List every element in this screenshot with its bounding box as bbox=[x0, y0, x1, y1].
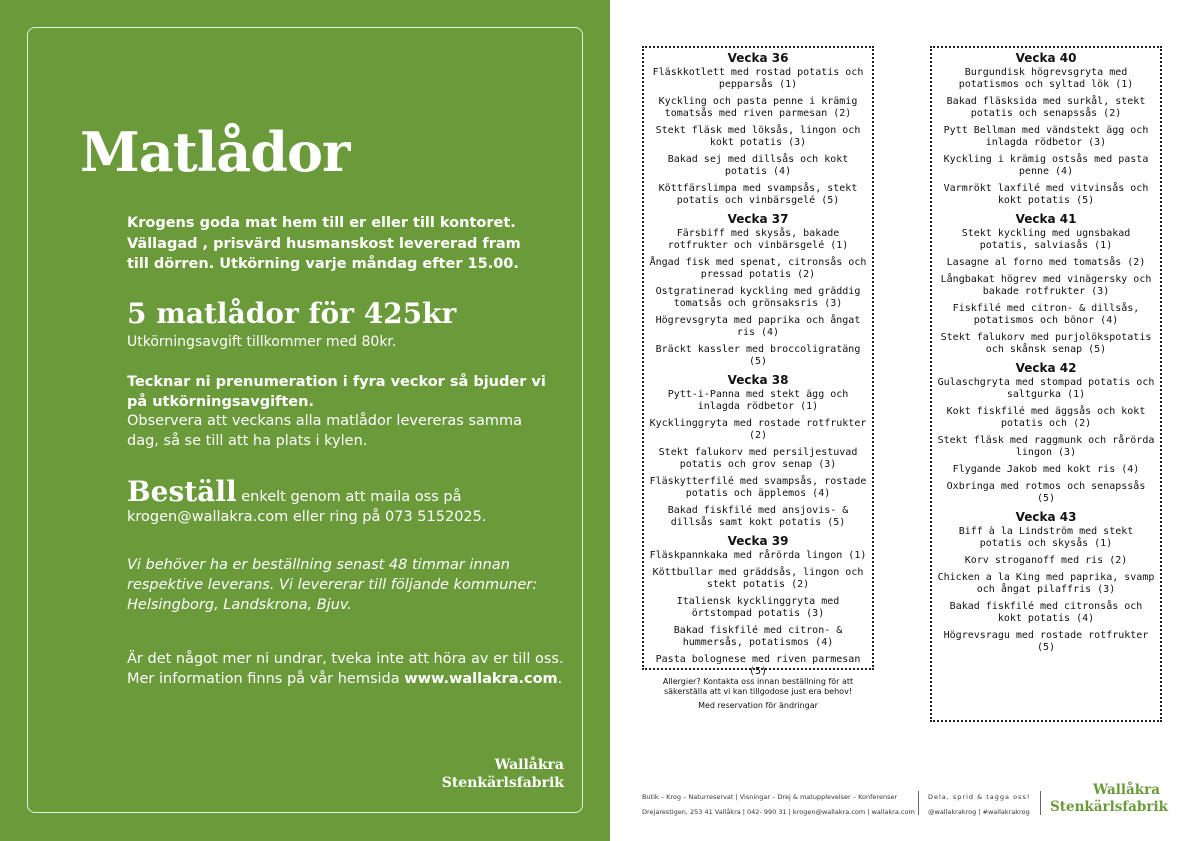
menu-item: Pasta bolognese med riven parmesan (5) bbox=[655, 654, 861, 677]
order-heading: Beställ bbox=[127, 475, 237, 508]
week-heading: Vecka 38 bbox=[727, 373, 789, 387]
menu-item: Ångad fisk med spenat, citronsås och pressad potatis (2) bbox=[649, 257, 867, 280]
menu-column-1 bbox=[642, 46, 874, 677]
menu-item: Kycklinggryta med rostade rotfrukter (2) bbox=[649, 418, 867, 441]
menu-item: Italiensk kycklinggryta med örtstompad potatis (3) bbox=[676, 596, 840, 619]
contact-text: Är det något mer ni undrar, tveka inte att höra av er till oss. Mer information finns på vår hemsida bbox=[127, 651, 564, 687]
menu-item: Flygande Jakob med kokt ris (4) bbox=[952, 464, 1140, 475]
menu-item: Högrevsgryta med paprika och ångat ris (4) bbox=[655, 315, 861, 338]
menu-item: Stekt fläsk med raggmunk och rårörda lingon (3) bbox=[937, 435, 1155, 458]
footer-social-handles: @wallakrakrog | #wallakrakrog bbox=[928, 808, 1030, 816]
logo-right bbox=[1050, 782, 1168, 816]
menu-item: Pytt-i-Panna med stekt ägg och inlagda rödbetor (1) bbox=[667, 389, 849, 412]
order-block bbox=[127, 475, 557, 527]
delivery-fee-text: Utkörningsavgift tillkommer med 80kr. bbox=[127, 334, 397, 350]
week-heading: Vecka 39 bbox=[727, 534, 789, 548]
menu-item: Fiskfilé med citron- & dillsås, potatismos och bönor (4) bbox=[952, 303, 1140, 326]
subscription-block bbox=[127, 373, 557, 451]
footer-social-tag: Dela, sprid & tagga oss! bbox=[928, 793, 1031, 801]
website-link[interactable]: www.wallakra.com bbox=[404, 670, 558, 687]
logo-left-line2: Stenkärlsfabrik bbox=[441, 775, 564, 791]
reservation-note: Med reservation för ändringar bbox=[698, 701, 818, 710]
week-heading: Vecka 43 bbox=[1015, 510, 1077, 524]
logo-left-line1: Wallåkra bbox=[494, 757, 564, 773]
subscription-offer: Tecknar ni prenumeration i fyra veckor så bjuder vi på utkörningsavgiften. bbox=[127, 374, 546, 410]
menu-item: Högrevsragu med rostade rotfrukter (5) bbox=[943, 630, 1149, 653]
price-heading: 5 matlådor för 425kr bbox=[127, 297, 457, 330]
menu-item: Stekt falukorv med persiljestuvad potatis och grov senap (3) bbox=[658, 447, 858, 470]
menu-item: Pytt Bellman med vändstekt ägg och inlagda rödbetor (3) bbox=[943, 125, 1149, 148]
week-heading: Vecka 37 bbox=[727, 212, 789, 226]
menu-item: Bräckt kassler med broccoligratäng (5) bbox=[655, 344, 861, 367]
menu-item: Bakad fiskfilé med citronsås och kokt potatis (4) bbox=[949, 601, 1143, 624]
menu-item: Lasagne al forno med tomatsås (2) bbox=[946, 257, 1146, 268]
menu-item: Stekt falukorv med purjolökspotatis och skånsk senap (5) bbox=[940, 332, 1152, 355]
menu-item: Oxbringa med rotmos och senapssås (5) bbox=[946, 481, 1146, 504]
menu-item: Chicken a la King med paprika, svamp och ångat pilaffris (3) bbox=[937, 572, 1155, 595]
footer-services: Butik – Krog – Naturreservat | Visningar – Drej & matupplevelser – Konferenser bbox=[642, 793, 898, 801]
week-heading: Vecka 41 bbox=[1015, 212, 1077, 226]
deadline-text: Vi behöver ha er beställning senast 48 timmar innan respektive leverans. Vi levererar till följande kommuner: Helsingborg, Landskrona, Bjuv. bbox=[127, 557, 538, 613]
menu-item: Fläskkotlett med rostad potatis och pepparsås (1) bbox=[652, 67, 864, 90]
menu-item: Långbakat högrev med vinägersky och bakade rotfrukter (3) bbox=[940, 274, 1152, 297]
page-title: Matlådor bbox=[80, 120, 350, 184]
menu-item: Ostgratinerad kyckling med gräddig tomatsås och grönsaksris (3) bbox=[655, 286, 861, 309]
menu-item: Biff à la Lindström med stekt potatis och skysås (1) bbox=[958, 526, 1134, 549]
menu-item: Burgundisk högrevsgryta med potatismos och syltad lök (1) bbox=[958, 67, 1134, 90]
menu-item: Bakad fiskfilé med ansjovis- & dillsås samt kokt potatis (5) bbox=[667, 505, 849, 528]
menu-item: Korv stroganoff med ris (2) bbox=[964, 555, 1128, 566]
menu-item: Bakad fiskfilé med citron- & hummersås, potatismos (4) bbox=[673, 625, 843, 648]
menu-item: Kyckling och pasta penne i krämig tomatsås med riven parmesan (2) bbox=[658, 96, 858, 119]
footer-divider bbox=[1040, 791, 1041, 815]
footer-address: Drejarestigen, 253 41 Vallåkra | 042- 990 31 | krogen@wallakra.com | wallakra.com bbox=[642, 808, 915, 816]
contact-block bbox=[127, 650, 567, 689]
order-text: enkelt genom att maila oss på krogen@wallakra.com eller ring på 073 5152025. bbox=[127, 489, 487, 525]
menu-item: Köttfärslimpa med svampsås, stekt potatis och vinbärsgelé (5) bbox=[658, 183, 858, 206]
logo-left bbox=[364, 756, 564, 792]
week-heading: Vecka 36 bbox=[727, 51, 789, 65]
menu-item: Färsbiff med skysås, bakade rotfrukter och vinbärsgelé (1) bbox=[667, 228, 849, 251]
intro-text: Krogens goda mat hem till er eller till kontoret. Vällagad , prisvärd husmanskost levererad fram till dörren. Utkörning varje måndag efter 15.00. bbox=[127, 215, 521, 272]
menu-item: Bakad fläsksida med surkål, stekt potatis och senapssås (2) bbox=[946, 96, 1146, 119]
logo-right-line1: Wallåkra bbox=[1093, 782, 1160, 798]
menu-item: Köttbullar med gräddsås, lingon och stekt potatis (2) bbox=[652, 567, 864, 590]
footer-divider bbox=[918, 791, 919, 815]
menu-item: Fläskytterfilé med svampsås, rostade potatis och äpplemos (4) bbox=[649, 476, 867, 499]
menu-item: Kyckling i krämig ostsås med pasta penne (4) bbox=[943, 154, 1149, 177]
allergy-block bbox=[642, 677, 874, 715]
logo-right-line2: Stenkärlsfabrik bbox=[1050, 799, 1168, 815]
allergy-note: Allergier? Kontakta oss innan beställning för att säkerställa att vi kan tillgodose just era behov! bbox=[662, 677, 854, 696]
menu-item: Bakad sej med dillsås och kokt potatis (4) bbox=[667, 154, 849, 177]
menu-item: Gulaschgryta med stompad potatis och saltgurka (1) bbox=[937, 377, 1155, 400]
menu-item: Varmrökt laxfilé med vitvinsås och kokt potatis (5) bbox=[943, 183, 1149, 206]
subscription-note: Observera att veckans alla matlådor levereras samma dag, så se till att ha plats i kylen. bbox=[127, 413, 523, 449]
menu-item: Stekt fläsk med löksås, lingon och kokt potatis (3) bbox=[655, 125, 861, 148]
menu-item: Stekt kyckling med ugnsbakad potatis, salviasås (1) bbox=[961, 228, 1131, 251]
menu-column-2 bbox=[930, 46, 1162, 722]
week-heading: Vecka 42 bbox=[1015, 361, 1077, 375]
menu-item: Kokt fiskfilé med äggsås och kokt potatis och (2) bbox=[946, 406, 1146, 429]
contact-end: . bbox=[557, 670, 563, 687]
menu-item: Fläskpannkaka med rårörda lingon (1) bbox=[649, 550, 867, 561]
week-heading: Vecka 40 bbox=[1015, 51, 1077, 65]
